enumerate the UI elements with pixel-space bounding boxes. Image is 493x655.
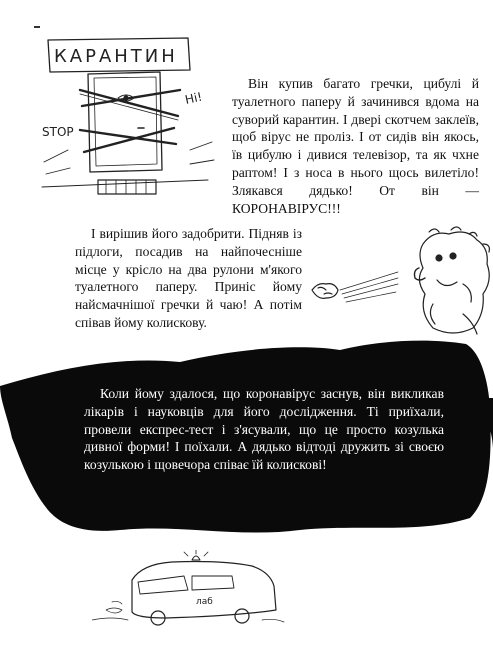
- door-outline: [88, 72, 162, 172]
- car-windows: [138, 576, 234, 594]
- flying-sneeze-illustration: [310, 268, 400, 308]
- story-paragraph-2: І вирішив його задобрити. Підняв із підлоги, посадив на найпочесніше місце у крісло на два рулони м'якого туалетного паперу. Приніс йому найсмачнішої гречки й чаю! А потім співав йому колискову.: [75, 226, 302, 330]
- story-paragraph-3: Коли йому здалося, що коронавірус заснув, він викликав лікарів і науковців для його дослідження. Ті приїхали, провели експрес-тест і з'ясували, що це просто козулька дивної форми! І поїхали. А дядько відтоді дружить зі своєю козулькою і щовечора співає їй колискові!: [84, 386, 444, 473]
- car-label-text: лаб: [196, 597, 213, 607]
- story-paragraph-1: Він купив багато гречки, цибулі й туалетного паперу й зачинився вдома на суворий карантин. І двері скотчем заклеїв, щоб вірус не проліз. І от сидів він якось, їв цибулю і дивися телевізор, та як чхне раптом! І з носа в нього щось вилетіло! Злякався дядько! От він — КОРОНАВІРУС!!!: [232, 76, 479, 216]
- sneezing-creature-illustration: [393, 224, 493, 339]
- quarantine-door-illustration: [40, 32, 220, 207]
- page-corner-mark: [34, 26, 40, 28]
- quarantine-sign-text: КАРАНТИН: [54, 46, 178, 67]
- stop-sign-text: STOP: [42, 125, 74, 139]
- creature-body: [419, 232, 489, 333]
- flying-object: [312, 284, 338, 299]
- greeting-text: Hi!: [183, 89, 204, 107]
- lab-car-illustration: [92, 550, 287, 630]
